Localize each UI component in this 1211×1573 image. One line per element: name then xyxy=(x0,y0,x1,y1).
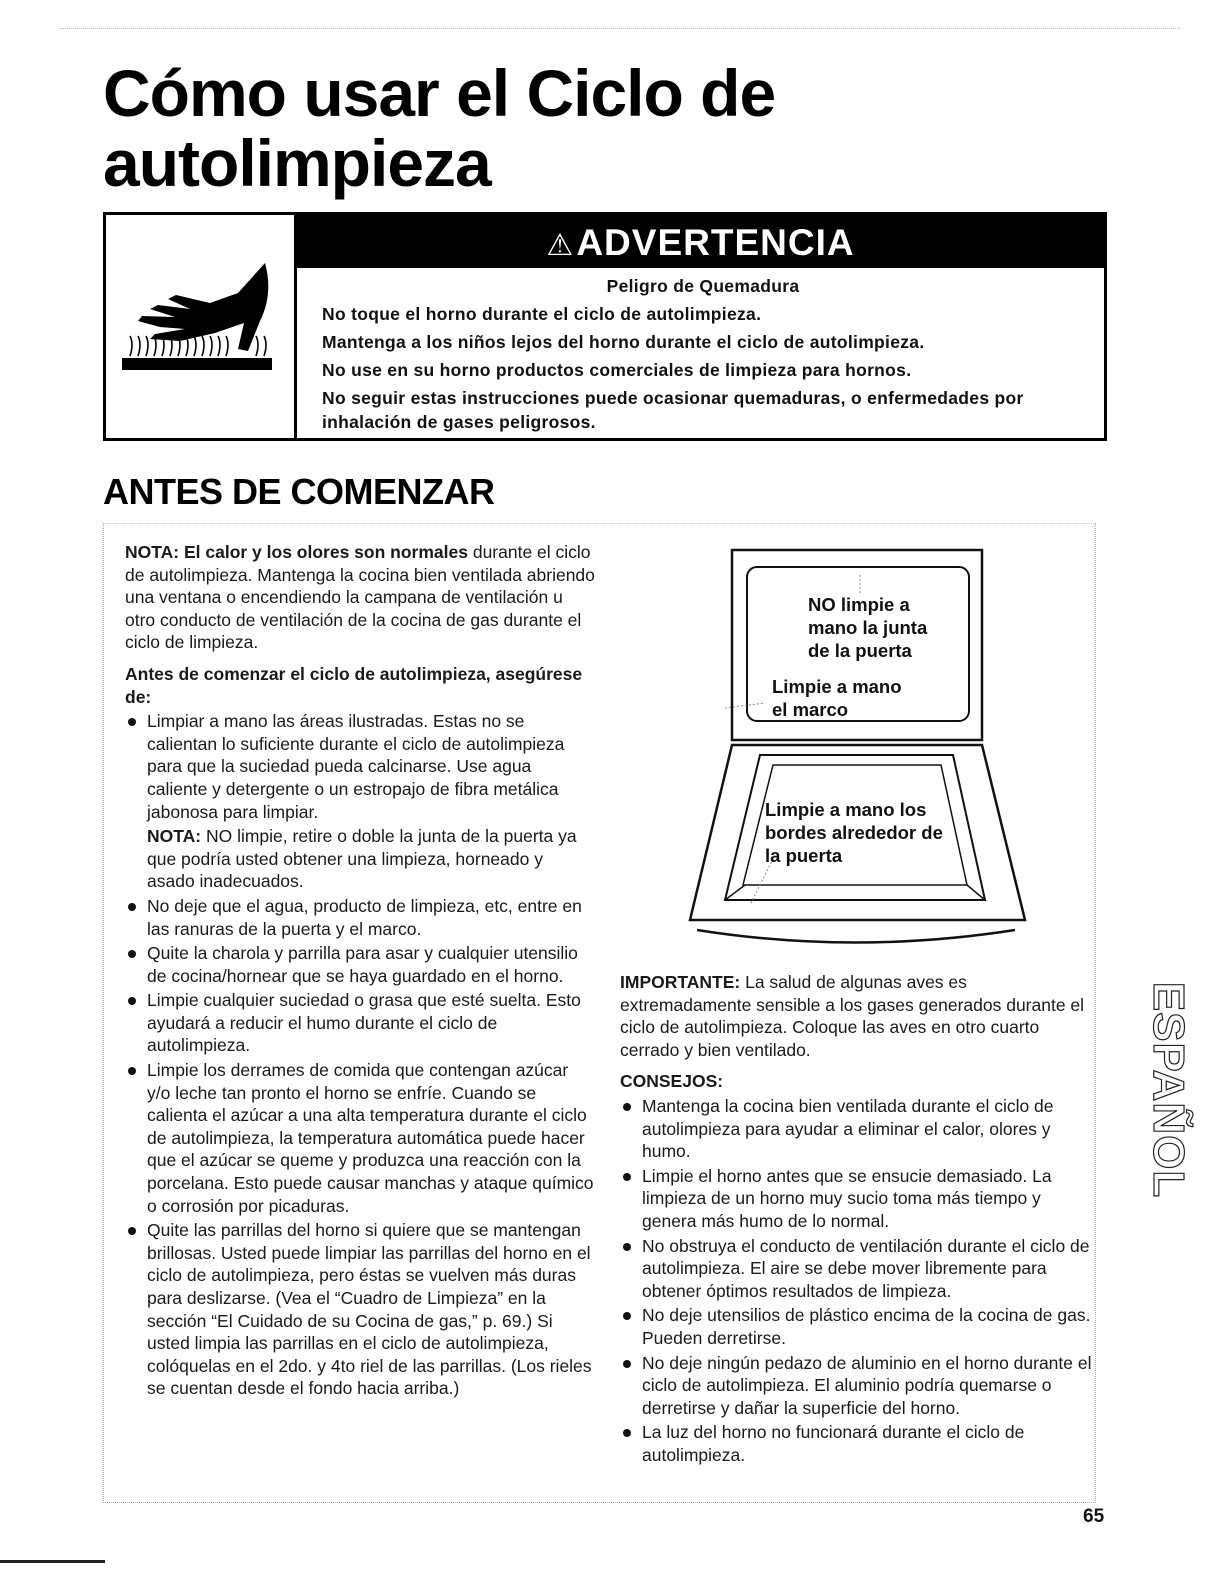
list-item: No obstruya el conducto de ventilación durante el ciclo de autolimpieza. El aire se debe mover libremente para obtener óptimos resultados de limpieza. xyxy=(620,1235,1095,1303)
burn-hazard-icon-cell xyxy=(106,215,297,438)
before-start-list xyxy=(125,710,595,1400)
warning-header xyxy=(297,215,1104,268)
left-column xyxy=(125,541,595,1402)
door-edges-label: Limpie a mano los bordes alrededor de la puerta xyxy=(765,799,943,866)
warning-header-text: ADVERTENCIA xyxy=(576,222,855,263)
warning-box xyxy=(103,212,1107,441)
title-line-1: Cómo usar el Ciclo de xyxy=(103,56,776,130)
importante-paragraph xyxy=(620,971,1095,1061)
list-item: Limpie los derrames de comida que contengan azúcar y/o leche tan pronto el horno se enfríe. Cuando se calienta el azúcar a una alta temperatura durante el ciclo de autolimpieza, la temperatura automática puede hacer que el azúcar se queme y produzca una reacción con la porcelana. Esto puede causar manchas y ataque químico o corrosión por picaduras. xyxy=(125,1059,595,1217)
page-title xyxy=(103,58,1003,198)
language-side-tab-text: ESPAÑOL xyxy=(1143,981,1193,1199)
gasket-label: NO limpie a mano la junta de la puerta xyxy=(808,594,928,661)
list-item: Mantenga la cocina bien ventilada durante el ciclo de autolimpieza para ayudar a eliminar el calor, olores y humo. xyxy=(620,1095,1095,1163)
warning-line: Mantenga a los niños lejos del horno durante el ciclo de autolimpieza. xyxy=(322,332,925,352)
gasket-note-label: NOTA: xyxy=(147,826,202,847)
list-item: No deje ningún pedazo de aluminio en el horno durante el ciclo de autolimpieza. El aluminio podría quemarse o derretirse y dañar la superficie del horno. xyxy=(620,1352,1095,1420)
consejos-heading: CONSEJOS: xyxy=(620,1071,724,1092)
scan-artifact-top xyxy=(60,28,1180,29)
page-number: 65 xyxy=(1083,1506,1105,1527)
nota-paragraph xyxy=(125,541,595,654)
oven-door-diagram xyxy=(685,545,1030,955)
title-line-2: autolimpieza xyxy=(103,126,491,200)
gasket-note xyxy=(147,825,595,893)
list-item: La luz del horno no funcionará durante el ciclo de autolimpieza. xyxy=(620,1421,1095,1466)
nota-text: durante el ciclo de autolimpieza. Mantenga la cocina bien ventilada abriendo una ventana o encendiendo la campana de ventilación u otro conducto de ventilación de la cocina de gas durante el ciclo de limpieza. xyxy=(125,542,595,653)
warning-line: No use en su horno productos comerciales de limpieza para hornos. xyxy=(322,360,912,380)
list-item: Limpie el horno antes que se ensucie demasiado. La limpieza de un horno muy sucio toma más tiempo y genera más humo de lo normal. xyxy=(620,1165,1095,1233)
list-item: Quite la charola y parrilla para asar y cualquier utensilio de cocina/hornear que se haya guardado en el horno. xyxy=(125,942,595,987)
scan-artifact-bottom xyxy=(0,1560,105,1563)
warning-subtitle: Peligro de Quemadura xyxy=(606,276,800,296)
tips-list xyxy=(620,1095,1095,1467)
list-item: No deje utensilios de plástico encima de la cocina de gas. Pueden derretirse. xyxy=(620,1304,1095,1349)
list-item: No deje que el agua, producto de limpieza, etc, entre en las ranuras de la puerta y el marco. xyxy=(125,895,595,940)
right-column xyxy=(620,971,1095,1468)
warning-triangle-icon: ⚠ xyxy=(546,229,575,262)
importante-text: La salud de algunas aves es extremadamente sensible a los gases generados durante el ciclo de autolimpieza. Coloque las aves en otro cuarto cerrado y bien ventilado. xyxy=(620,972,1085,1060)
warning-line: No toque el horno durante el ciclo de autolimpieza. xyxy=(322,304,762,324)
list-item-text: Limpiar a mano las áreas ilustradas. Estas no se calientan lo suficiente durante el ciclo de autolimpieza para que la suciedad pueda calcinarse. Use agua caliente y detergente o un estropajo de fibra metálica jabonosa para limpiar. xyxy=(147,711,565,822)
before-start-subhead: Antes de comenzar el ciclo de autolimpieza, asegúrese de: xyxy=(125,663,583,707)
warning-line: No seguir estas instrucciones puede ocasionar quemaduras, o enfermedades por inhalación de gases peligrosos. xyxy=(322,388,1024,432)
frame-label: Limpie a mano el marco xyxy=(772,676,902,720)
language-side-tab xyxy=(1140,960,1195,1220)
list-item xyxy=(125,710,595,893)
warning-body xyxy=(322,274,1084,434)
gasket-note-text: NO limpie, retire o doble la junta de la puerta ya que podría usted obtener una limpieza, horneado y asado inadecuados. xyxy=(147,826,577,892)
hot-surface-hand-icon xyxy=(120,261,280,371)
list-item: Limpie cualquier suciedad o grasa que esté suelta. Esto ayudará a reducir el humo durante el ciclo de autolimpieza. xyxy=(125,989,595,1057)
section-heading: ANTES DE COMENZAR xyxy=(103,471,495,512)
list-item: Quite las parrillas del horno si quiere que se mantengan brillosas. Usted puede limpiar las parrillas del horno en el ciclo de autolimpieza, pero éstas se vuelven más duras para deslizarse. (Vea el “Cuadro de Limpieza” en la sección “El Cuidado de su Cocina de gas,” p. 69.) Si usted limpia las parrillas en el ciclo de autolimpieza, colóquelas en el 2do. y 4to riel de las parrillas. (Los rieles se cuentan desde el fondo hacia arriba.) xyxy=(125,1219,595,1400)
nota-label: NOTA: El calor y los olores son normales xyxy=(125,542,468,562)
importante-label: IMPORTANTE: xyxy=(620,972,741,992)
